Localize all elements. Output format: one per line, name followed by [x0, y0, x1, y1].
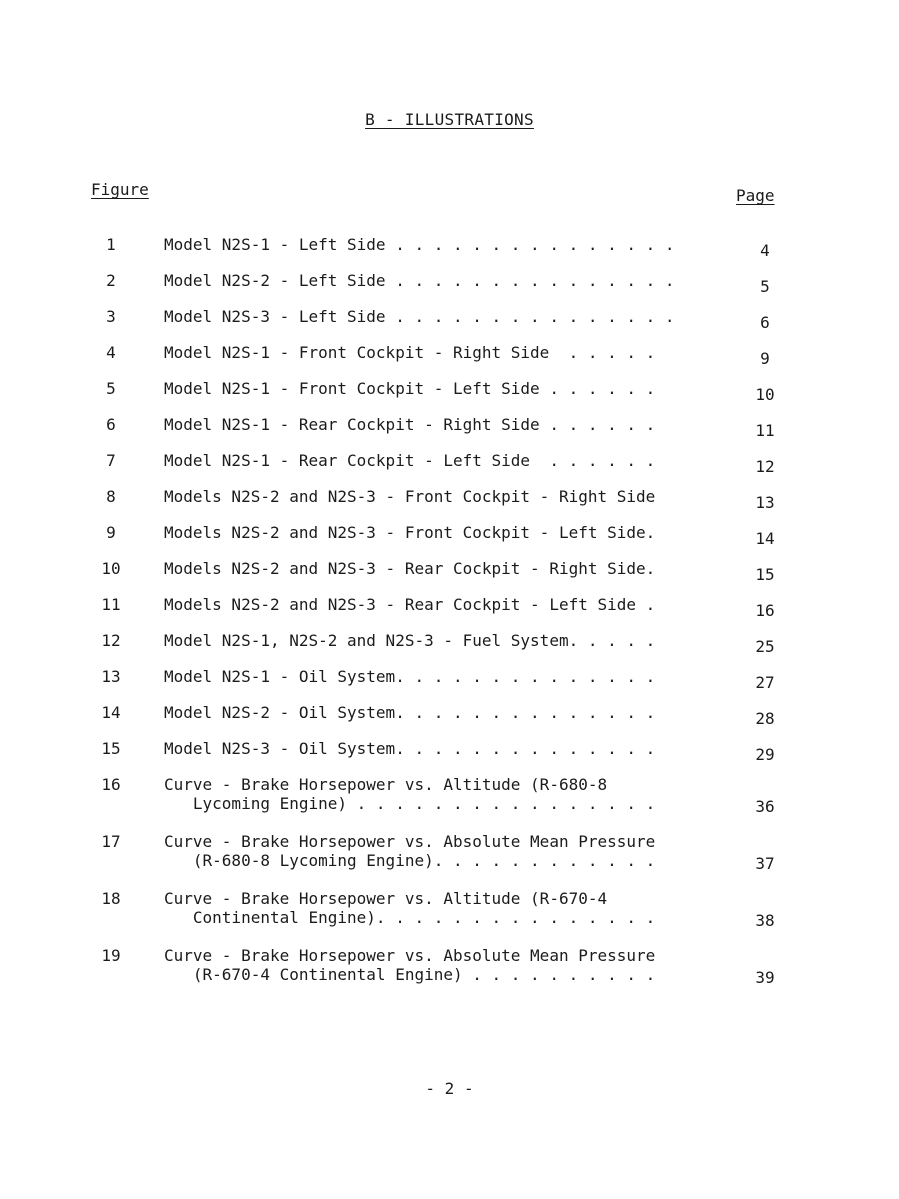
figure-description — [164, 271, 724, 290]
section-title-text: B - ILLUSTRATIONS — [365, 110, 534, 129]
list-item — [0, 943, 899, 1000]
figure-description — [164, 595, 724, 614]
page-reference: 13 — [755, 493, 775, 512]
list-item — [0, 268, 899, 304]
figure-description-line2: (R-680-8 Lycoming Engine). . . . . . . . . . . . — [164, 851, 656, 870]
figure-description-line1: Models N2S-2 and N2S-3 - Rear Cockpit - Left Side . — [164, 595, 656, 614]
list-item — [0, 232, 899, 268]
figure-description — [164, 235, 724, 254]
figure-description-line1: Model N2S-2 - Left Side . . . . . . . . . . . . . . . — [164, 271, 675, 290]
figure-description-line2: Lycoming Engine) . . . . . . . . . . . . . . . . — [164, 794, 656, 813]
figure-number: 19 — [101, 946, 121, 965]
page-reference: 5 — [760, 277, 770, 296]
figure-number: 14 — [101, 703, 121, 722]
figure-description-line1: Model N2S-1 - Rear Cockpit - Left Side . . . . . . — [164, 451, 656, 470]
figure-column-header: Figure — [91, 180, 149, 199]
page-reference: 4 — [760, 241, 770, 260]
figure-description-line1: Model N2S-1, N2S-2 and N2S-3 - Fuel System. . . . . — [164, 631, 656, 650]
figure-description-line1: Model N2S-1 - Front Cockpit - Left Side . . . . . . — [164, 379, 656, 398]
page-reference: 38 — [755, 911, 775, 930]
list-item — [0, 376, 899, 412]
page-column-header: Page — [736, 186, 775, 205]
list-item — [0, 664, 899, 700]
list-item — [0, 448, 899, 484]
list-item — [0, 484, 899, 520]
figure-description-line1: Curve - Brake Horsepower vs. Absolute Mean Pressure — [164, 946, 656, 965]
list-item — [0, 829, 899, 886]
list-item — [0, 412, 899, 448]
figure-number: 8 — [106, 487, 116, 506]
page-reference: 29 — [755, 745, 775, 764]
figure-number: 12 — [101, 631, 121, 650]
page-reference: 28 — [755, 709, 775, 728]
figure-description-line1: Model N2S-3 - Left Side . . . . . . . . . . . . . . . — [164, 307, 675, 326]
figure-description-line1: Curve - Brake Horsepower vs. Altitude (R-680-8 — [164, 775, 608, 794]
figure-description — [164, 451, 724, 470]
illustrations-list — [0, 232, 899, 1000]
figure-description — [164, 307, 724, 326]
figure-number: 13 — [101, 667, 121, 686]
figure-number: 2 — [106, 271, 116, 290]
figure-description-line2: Continental Engine). . . . . . . . . . . . . . . — [164, 908, 656, 927]
figure-description — [164, 667, 724, 686]
figure-description-line1: Models N2S-2 and N2S-3 - Front Cockpit - Left Side. — [164, 523, 656, 542]
list-item — [0, 592, 899, 628]
figure-description-line1: Model N2S-2 - Oil System. . . . . . . . . . . . . . — [164, 703, 656, 722]
figure-number: 17 — [101, 832, 121, 851]
page-reference: 12 — [755, 457, 775, 476]
section-title — [0, 110, 899, 129]
figure-number: 9 — [106, 523, 116, 542]
figure-number: 5 — [106, 379, 116, 398]
figure-description-line1: Model N2S-1 - Rear Cockpit - Right Side . . . . . . — [164, 415, 656, 434]
figure-number: 10 — [101, 559, 121, 578]
figure-description-line1: Models N2S-2 and N2S-3 - Front Cockpit - Right Side — [164, 487, 656, 506]
figure-number: 18 — [101, 889, 121, 908]
page-reference: 36 — [755, 797, 775, 816]
figure-description-line1: Models N2S-2 and N2S-3 - Rear Cockpit - Right Side. — [164, 559, 656, 578]
figure-description-line1: Model N2S-1 - Front Cockpit - Right Side . . . . . — [164, 343, 656, 362]
figure-description — [164, 343, 724, 362]
list-item — [0, 520, 899, 556]
figure-number: 7 — [106, 451, 116, 470]
page-reference: 9 — [760, 349, 770, 368]
figure-description — [164, 703, 724, 722]
page-reference: 37 — [755, 854, 775, 873]
list-item — [0, 556, 899, 592]
figure-number: 16 — [101, 775, 121, 794]
list-item — [0, 628, 899, 664]
figure-number: 11 — [101, 595, 121, 614]
page-reference: 6 — [760, 313, 770, 332]
list-item — [0, 340, 899, 376]
page-reference: 27 — [755, 673, 775, 692]
page-reference: 14 — [755, 529, 775, 548]
list-item — [0, 772, 899, 829]
figure-number: 1 — [106, 235, 116, 254]
figure-description-line2: (R-670-4 Continental Engine) . . . . . . . . . . — [164, 965, 656, 984]
page-reference: 16 — [755, 601, 775, 620]
figure-description-line1: Model N2S-1 - Left Side . . . . . . . . . . . . . . . — [164, 235, 675, 254]
figure-description-line1: Model N2S-1 - Oil System. . . . . . . . . . . . . . — [164, 667, 656, 686]
page-reference: 10 — [755, 385, 775, 404]
figure-description-line1: Model N2S-3 - Oil System. . . . . . . . . . . . . . — [164, 739, 656, 758]
page-reference: 39 — [755, 968, 775, 987]
figure-description — [164, 832, 724, 870]
figure-description — [164, 559, 724, 578]
figure-description — [164, 379, 724, 398]
page-number: - 2 - — [425, 1079, 474, 1098]
figure-number: 15 — [101, 739, 121, 758]
list-item — [0, 700, 899, 736]
page-reference: 25 — [755, 637, 775, 656]
figure-description-line1: Curve - Brake Horsepower vs. Altitude (R-670-4 — [164, 889, 608, 908]
list-item — [0, 886, 899, 943]
figure-description — [164, 775, 724, 813]
list-item — [0, 304, 899, 340]
page-reference: 11 — [755, 421, 775, 440]
figure-description — [164, 487, 724, 506]
page-reference: 15 — [755, 565, 775, 584]
figure-description — [164, 739, 724, 758]
figure-number: 4 — [106, 343, 116, 362]
figure-description-line1: Curve - Brake Horsepower vs. Absolute Mean Pressure — [164, 832, 656, 851]
figure-description — [164, 946, 724, 984]
list-item — [0, 736, 899, 772]
figure-description — [164, 523, 724, 542]
figure-description — [164, 631, 724, 650]
figure-description — [164, 889, 724, 927]
figure-number: 3 — [106, 307, 116, 326]
figure-number: 6 — [106, 415, 116, 434]
figure-description — [164, 415, 724, 434]
